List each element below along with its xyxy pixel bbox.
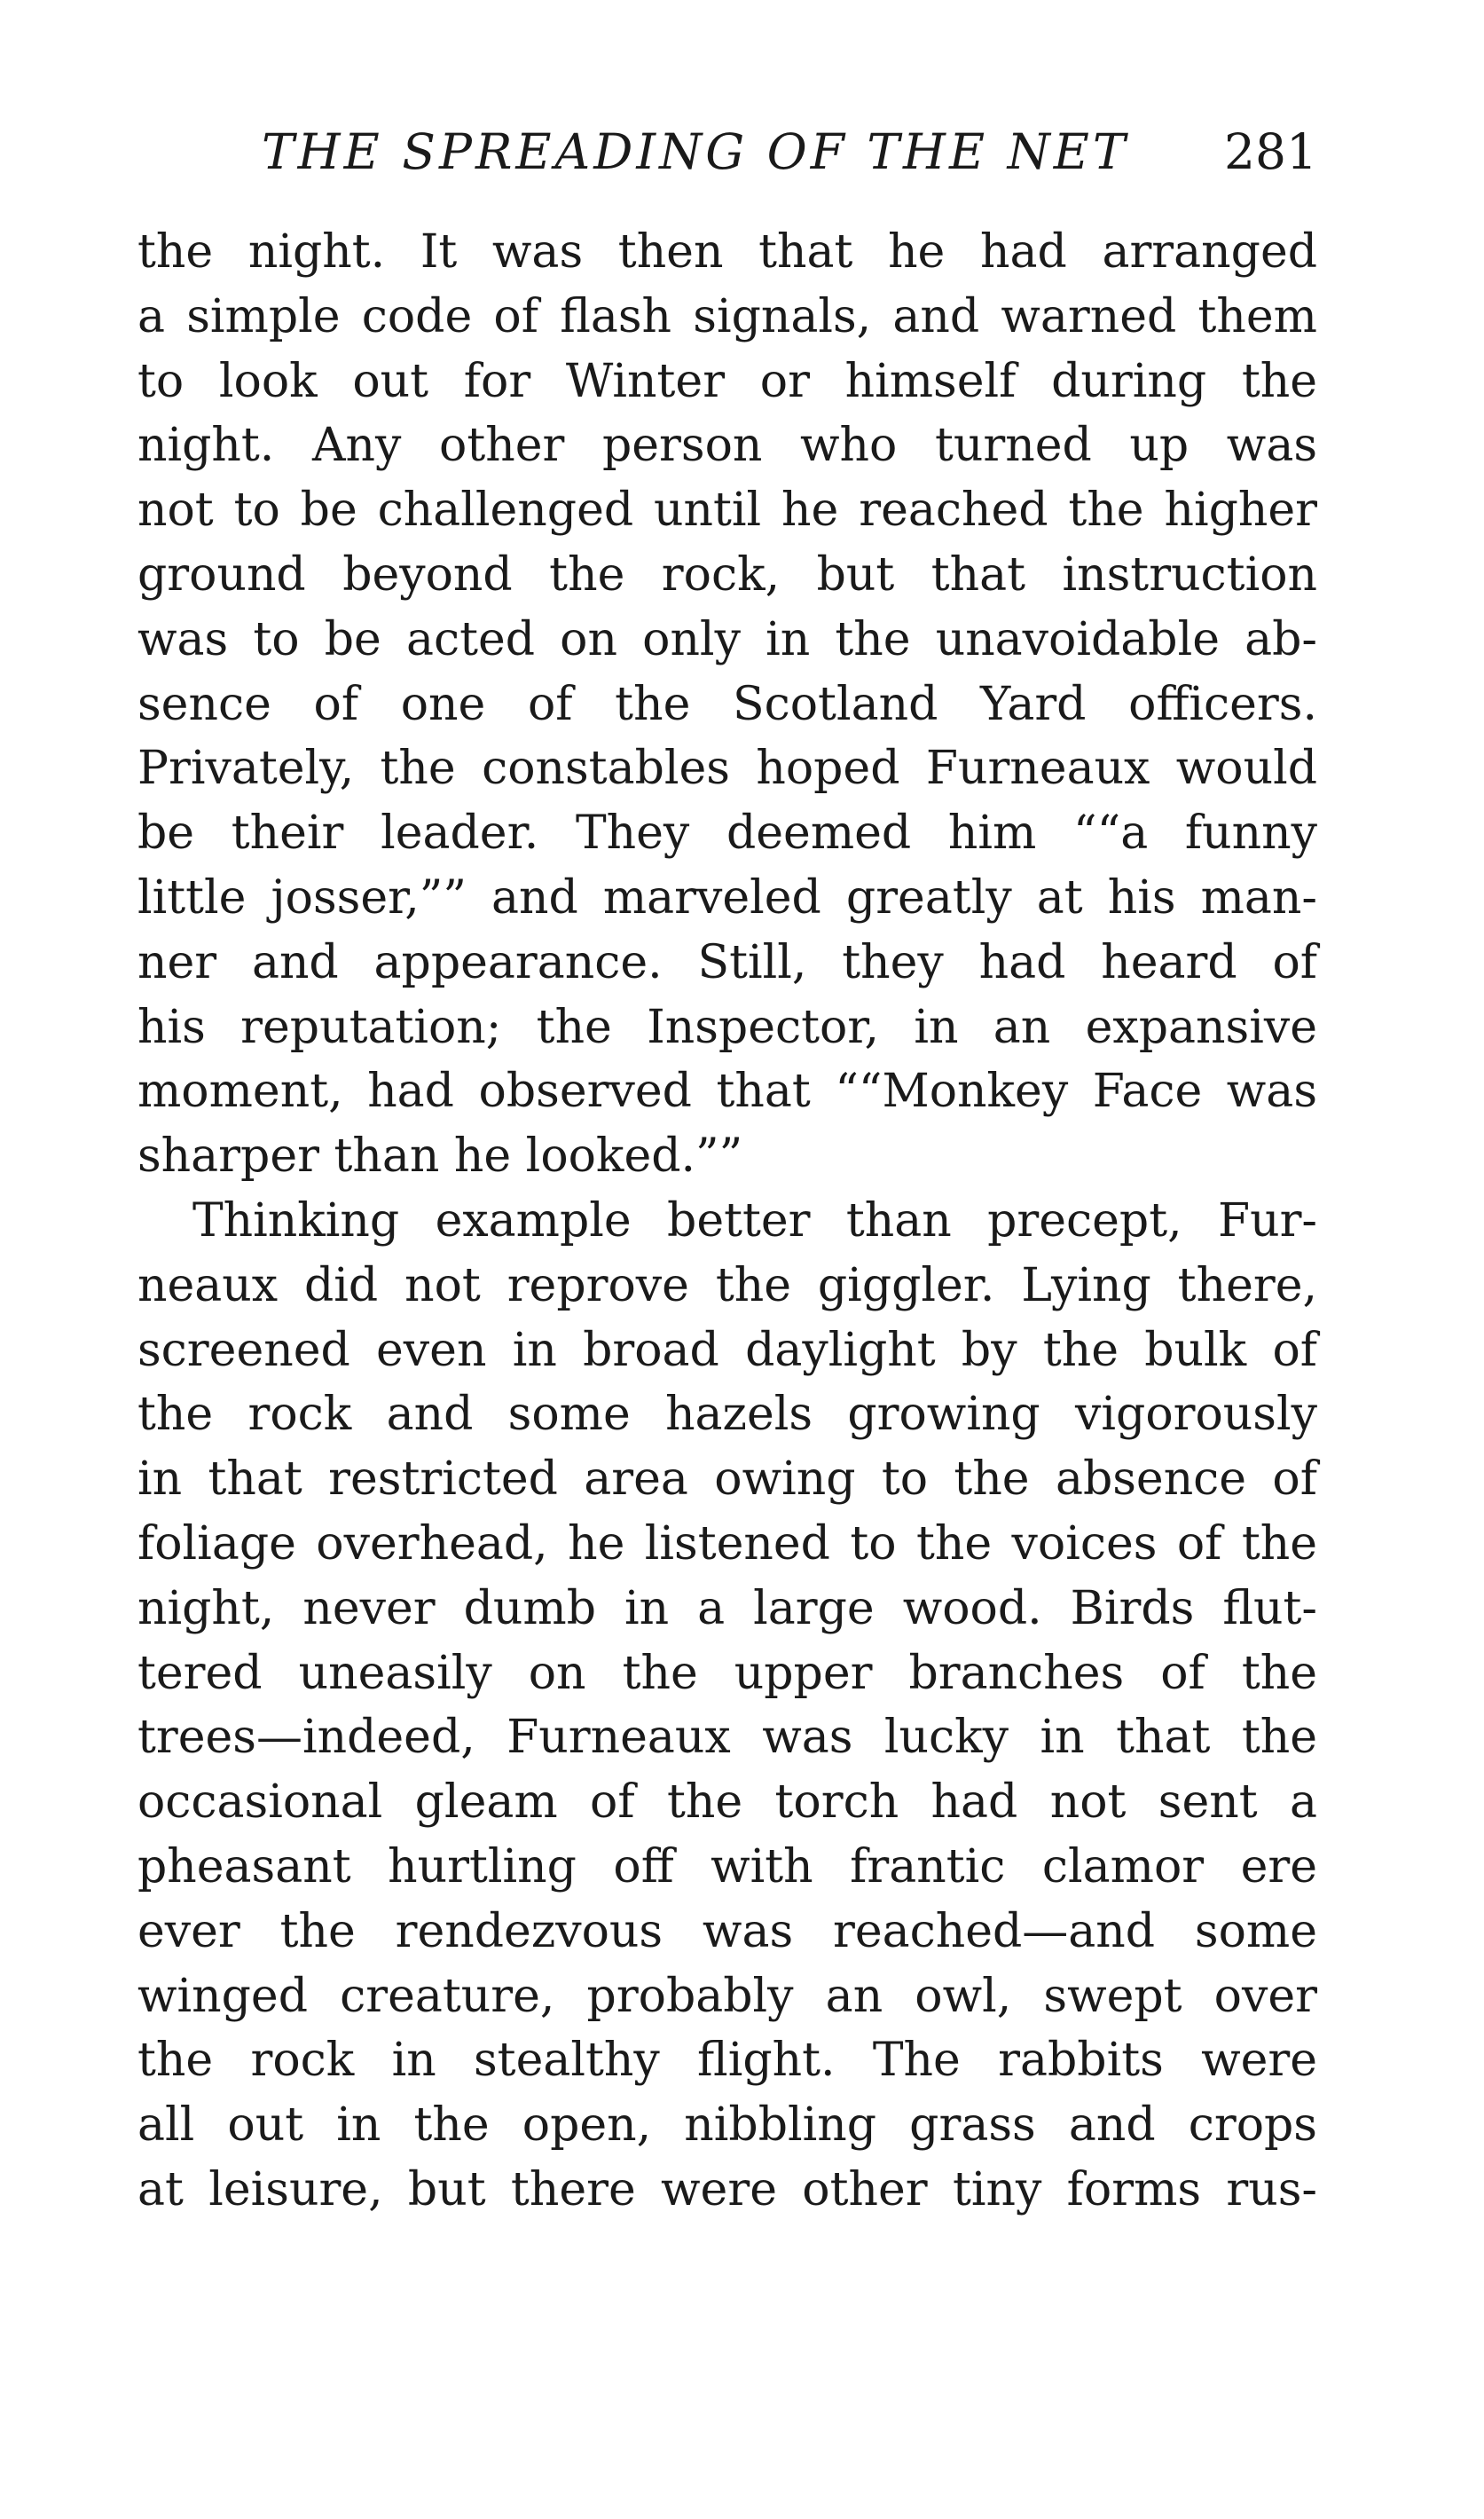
text-line: a simple code of flash signals, and warned them — [137, 289, 1317, 343]
text-line: moment, had observed that ““Monkey Face was — [137, 1065, 1317, 1119]
text-line: all out in the open, nibbling grass and crops — [137, 2098, 1317, 2153]
body-text — [137, 220, 1317, 2223]
paragraph-end-line: sharper than he looked.”” — [137, 1130, 743, 1184]
text-line: his reputation; the Inspector, in an expansive — [137, 1000, 1317, 1054]
text-line: ner and appearance. Still, they had heard of — [137, 935, 1317, 989]
text-line: ever the rendezvous was reached—and some — [137, 1904, 1317, 1958]
text-line: night, never dumb in a large wood. Birds flut- — [137, 1581, 1317, 1635]
text-line: be their leader. They deemed him ““a funny — [137, 807, 1317, 861]
text-line: sence of one of the Scotland Yard officers. — [137, 677, 1317, 731]
text-line: in that restricted area owing to the absence of — [137, 1452, 1317, 1507]
paragraph-start-line: Thinking example better than precept, Fur- — [192, 1193, 1317, 1248]
text-line: pheasant hurtling off with frantic clamor ere — [137, 1839, 1317, 1893]
text-line: not to be challenged until he reached the higher — [137, 484, 1317, 538]
text-line: the rock in stealthy flight. The rabbits were — [137, 2034, 1317, 2088]
text-line: occasional gleam of the torch had not sent a — [137, 1775, 1317, 1830]
running-title: THE SPREADING OF THE NET — [262, 123, 1129, 180]
text-line: at leisure, but there were other tiny forms rus- — [137, 2162, 1317, 2216]
text-line: the rock and some hazels growing vigorously — [137, 1388, 1317, 1442]
text-line: foliage overhead, he listened to the voices of the — [137, 1516, 1317, 1570]
text-line: neaux did not reprove the giggler. Lying there, — [137, 1258, 1317, 1312]
text-line: Privately, the constables hoped Furneaux would — [137, 742, 1317, 796]
text-line: little josser,”” and marveled greatly at his man- — [137, 870, 1317, 925]
text-line: screened even in broad daylight by the bulk of — [137, 1323, 1317, 1377]
running-header — [137, 121, 1317, 183]
page-number: 281 — [1224, 123, 1317, 180]
text-line: was to be acted on only in the unavoidable ab- — [137, 612, 1317, 666]
text-line: the night. It was then that he had arranged — [137, 225, 1317, 279]
text-line: night. Any other person who turned up was — [137, 419, 1317, 473]
text-line: ground beyond the rock, but that instruction — [137, 547, 1317, 602]
text-line: trees—indeed, Furneaux was lucky in that the — [137, 1711, 1317, 1765]
text-line: to look out for Winter or himself during the — [137, 354, 1317, 408]
text-line: winged creature, probably an owl, swept over — [137, 1969, 1317, 2023]
text-line: tered uneasily on the upper branches of the — [137, 1646, 1317, 1700]
